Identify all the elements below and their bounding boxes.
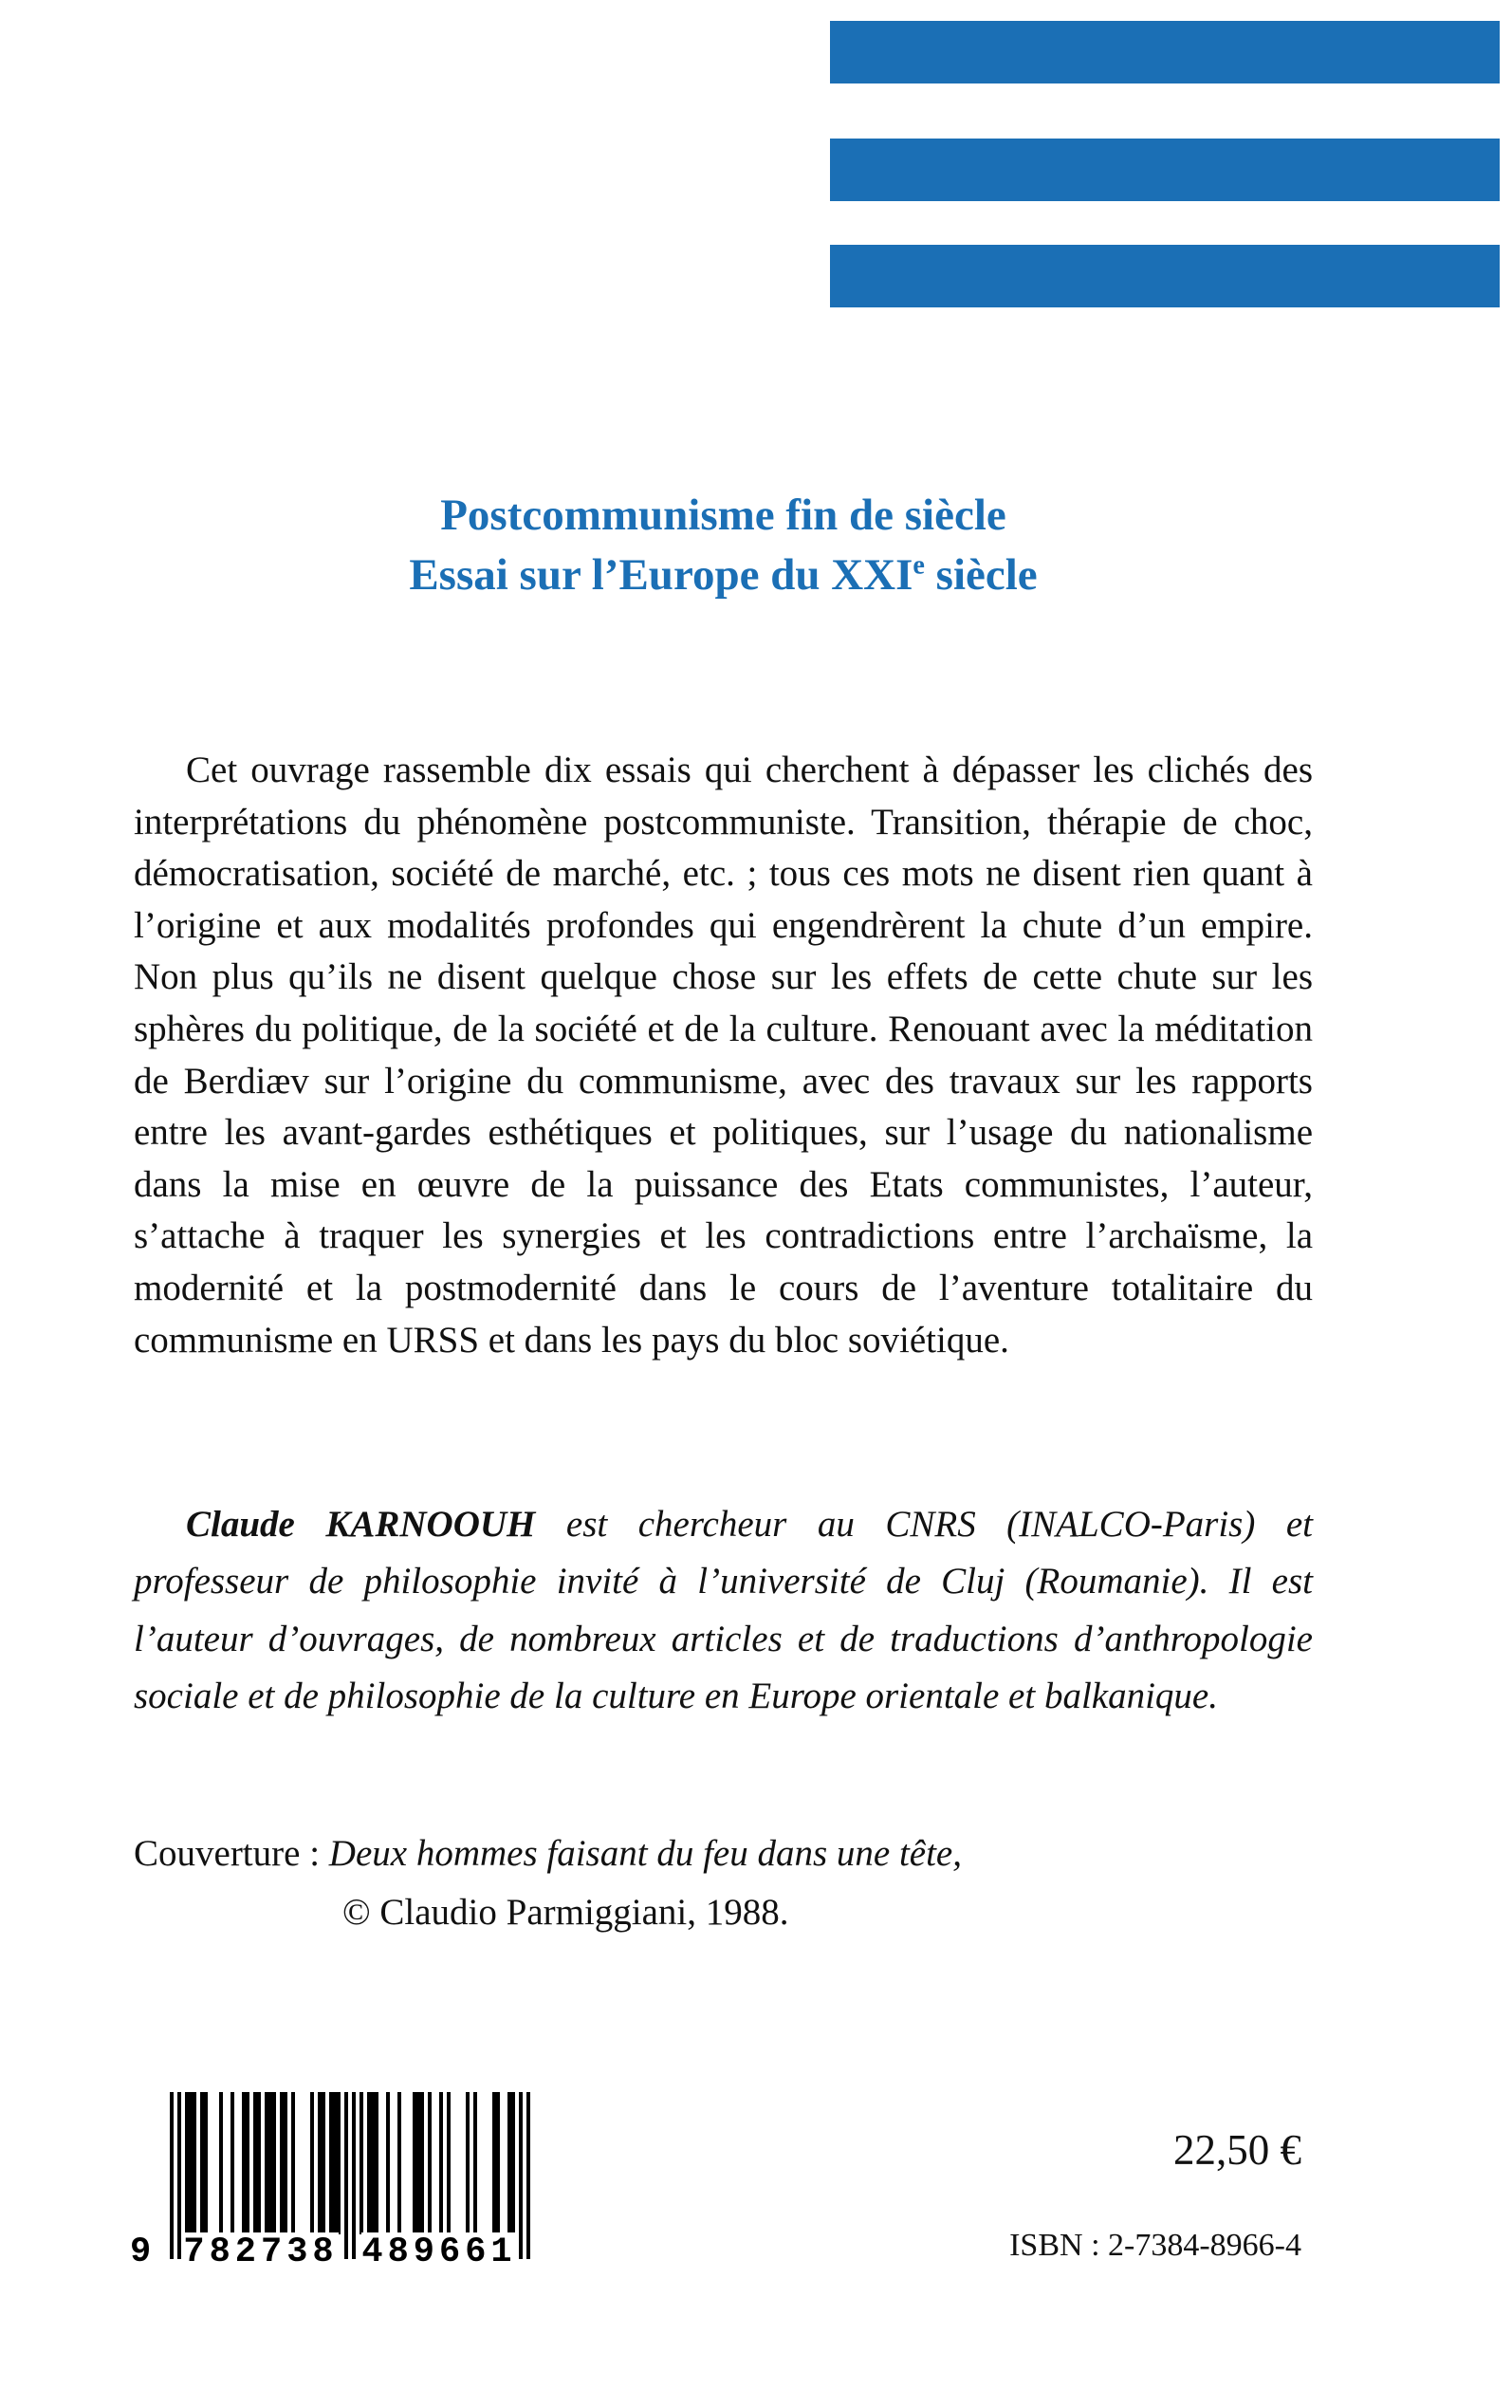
synopsis-paragraph: Cet ouvrage rassemble dix essais qui cherchent à dépasser les clichés des interprétations du phénomène postcommuniste. Transition, thérapie de choc, démocratisation, société de marché, etc. ; tous ces mots ne disent rien quant à l’origine et aux modalités profondes qui engendrèrent la chute d’un empire. Non plus qu’ils ne disent quelque chose sur les effets de cette chute sur les sphères du politique, de la société et de la culture. Renouant avec la méditation de Berdiæv sur l’origine du communisme, avec des travaux sur les rapports entre les avant-gardes esthétiques et politiques, sur l’usage du nationalisme dans la mise en œuvre de la puissance des Etats communistes, l’auteur, s’attache à traquer les synergies et les contradictions entre l’archaïsme, la modernité et la postmodernité dans le cours de l’aventure totalitaire du communisme en URSS et dans les pays du bloc soviétique. <box>134 750 1313 1361</box>
book-title <box>134 486 1313 604</box>
book-title-line2-post: siècle <box>924 549 1038 600</box>
book-title-line2 <box>134 546 1313 605</box>
barcode-digit-group1: 782738 <box>183 2232 339 2272</box>
book-title-line2-superscript: e <box>913 549 925 580</box>
ean13-barcode <box>128 2092 545 2315</box>
cover-artwork-title: Deux hommes faisant du feu dans une tête, <box>328 1833 962 1874</box>
barcode-digit-first: 9 <box>130 2232 152 2272</box>
isbn: ISBN : 2-7384-8966-4 <box>1009 2228 1301 2263</box>
cover-credit-line2: © Claudio Parmiggiani, 1988. <box>342 1892 789 1934</box>
book-title-line2-pre: Essai sur l’Europe du XXI <box>409 549 913 600</box>
cover-credit <box>134 1825 1313 1943</box>
author-bio-text: est chercheur au CNRS (INALCO-Paris) et professeur de philosophie invité à l’université de Cluj (Roumanie). Il est l’auteur d’ouvrages, de nombreux articles et de traductions d’anthropologie sociale et de philosophie de la culture en Europe orientale et balkanique. <box>134 1504 1313 1717</box>
barcode-digit-group2: 489661 <box>361 2232 517 2272</box>
author-name: Claude KARNOOUH <box>186 1504 536 1545</box>
book-title-line1: Postcommunisme fin de siècle <box>440 491 1006 540</box>
brand-stripe-2 <box>830 139 1500 201</box>
price: 22,50 € <box>1173 2126 1301 2174</box>
author-bio-paragraph <box>134 1496 1313 1726</box>
brand-stripe-1 <box>830 21 1500 83</box>
cover-credit-label: Couverture : <box>134 1833 329 1874</box>
brand-stripe-3 <box>830 245 1500 307</box>
cover-credit-line1 <box>134 1825 1313 1883</box>
